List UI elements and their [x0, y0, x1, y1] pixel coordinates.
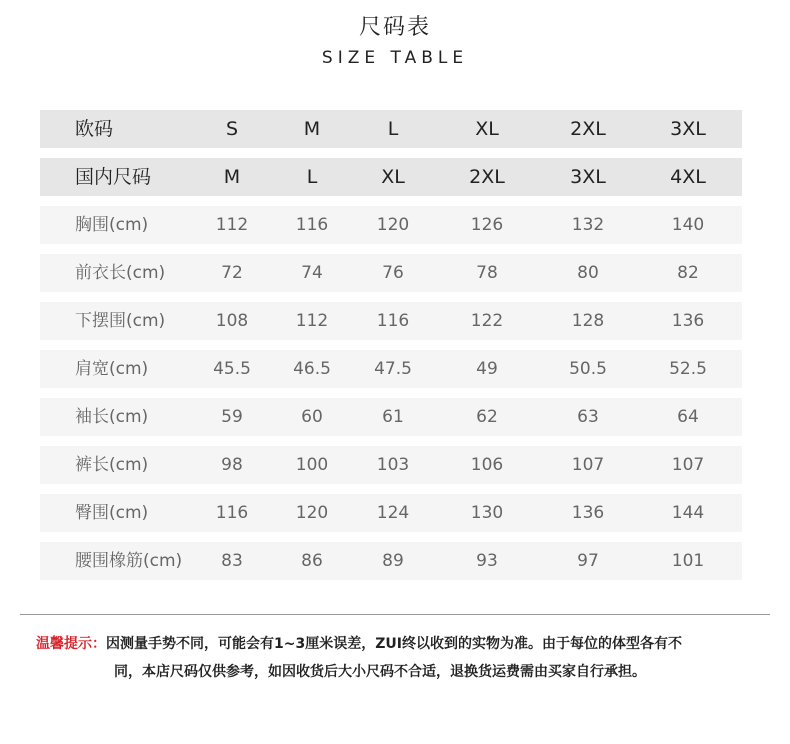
table-cell: 80	[577, 263, 599, 283]
table-cell: 89	[382, 551, 404, 571]
table-cell: 112	[215, 215, 249, 235]
table-cell: 101	[671, 551, 705, 571]
table-cell: 93	[476, 551, 498, 571]
table-cell: M	[223, 166, 241, 188]
table-cell: 116	[215, 503, 249, 523]
table-cell: 144	[671, 503, 705, 523]
table-cell: 97	[577, 551, 599, 571]
page-title: 尺码表	[358, 15, 431, 40]
table-cell: 63	[577, 407, 599, 427]
row-label: 下摆围(cm)	[75, 311, 166, 331]
table-row	[40, 398, 742, 436]
table-cell: 50.5	[569, 359, 607, 379]
table-cell: 136	[571, 503, 605, 523]
notice-line-2: 同，本店尺码仅供参考，如因收货后大小尺码不合适，退换货运费需由买家自行承担。	[114, 664, 646, 680]
table-cell: 108	[215, 311, 249, 331]
table-cell: 59	[221, 407, 243, 427]
table-cell: 3XL	[670, 118, 706, 140]
table-cell: 126	[470, 215, 504, 235]
table-cell: 116	[295, 215, 329, 235]
row-label: 国内尺码	[75, 166, 152, 188]
row-label: 胸围(cm)	[75, 215, 149, 235]
table-cell: L	[306, 166, 318, 188]
table-row	[40, 494, 742, 532]
table-cell: 107	[671, 455, 705, 475]
table-cell: 86	[301, 551, 323, 571]
table-cell: 61	[382, 407, 404, 427]
table-cell: 112	[295, 311, 329, 331]
row-label: 前衣长(cm)	[75, 263, 166, 283]
table-cell: 130	[470, 503, 504, 523]
table-row	[40, 254, 742, 292]
table-cell: 76	[382, 263, 404, 283]
table-header-row	[40, 110, 742, 148]
row-label: 袖长(cm)	[75, 407, 149, 427]
table-cell: 52.5	[669, 359, 707, 379]
table-cell: 107	[571, 455, 605, 475]
divider	[20, 614, 770, 615]
table-cell: 120	[376, 215, 410, 235]
notice-label: 温馨提示：	[36, 636, 106, 652]
table-cell: 49	[476, 359, 498, 379]
notice-text	[36, 630, 766, 658]
table-cell: 45.5	[213, 359, 251, 379]
row-label: 欧码	[75, 118, 114, 140]
row-label: 腰围橡筋(cm)	[75, 551, 183, 571]
table-cell: 78	[476, 263, 498, 283]
table-row	[40, 350, 742, 388]
size-table	[40, 110, 742, 590]
table-cell: 124	[376, 503, 410, 523]
table-row	[40, 542, 742, 580]
row-label: 臀围(cm)	[75, 503, 149, 523]
page-subtitle: SIZE TABLE	[321, 48, 469, 68]
table-cell: M	[303, 118, 321, 140]
table-cell: 100	[295, 455, 329, 475]
table-cell: 103	[376, 455, 410, 475]
table-cell: 62	[476, 407, 498, 427]
table-cell: 64	[677, 407, 699, 427]
table-cell: S	[225, 118, 239, 140]
table-cell: 136	[671, 311, 705, 331]
table-cell: 98	[221, 455, 243, 475]
table-cell: 4XL	[670, 166, 706, 188]
table-cell: 132	[571, 215, 605, 235]
table-cell: 60	[301, 407, 323, 427]
table-cell: 46.5	[293, 359, 331, 379]
table-row	[40, 302, 742, 340]
table-cell: XL	[475, 118, 499, 140]
table-cell: 122	[470, 311, 504, 331]
table-row	[40, 446, 742, 484]
table-cell: 120	[295, 503, 329, 523]
table-cell: 47.5	[374, 359, 412, 379]
table-cell: 83	[221, 551, 243, 571]
table-row	[40, 206, 742, 244]
table-cell: XL	[381, 166, 405, 188]
table-cell: 2XL	[469, 166, 505, 188]
table-cell: 2XL	[570, 118, 606, 140]
table-cell: 3XL	[570, 166, 606, 188]
table-cell: 82	[677, 263, 699, 283]
table-cell: 106	[470, 455, 504, 475]
table-cell: 128	[571, 311, 605, 331]
row-label: 肩宽(cm)	[75, 359, 149, 379]
table-cell: 140	[671, 215, 705, 235]
row-label: 裤长(cm)	[75, 455, 149, 475]
table-cell: 74	[301, 263, 323, 283]
table-header-row	[40, 158, 742, 196]
table-cell: 116	[376, 311, 410, 331]
table-cell: L	[387, 118, 399, 140]
notice-line-1: 因测量手势不同，可能会有1~3厘米误差，ZUI终以收到的实物为准。由于每位的体型各有不	[106, 636, 682, 652]
table-cell: 72	[221, 263, 243, 283]
